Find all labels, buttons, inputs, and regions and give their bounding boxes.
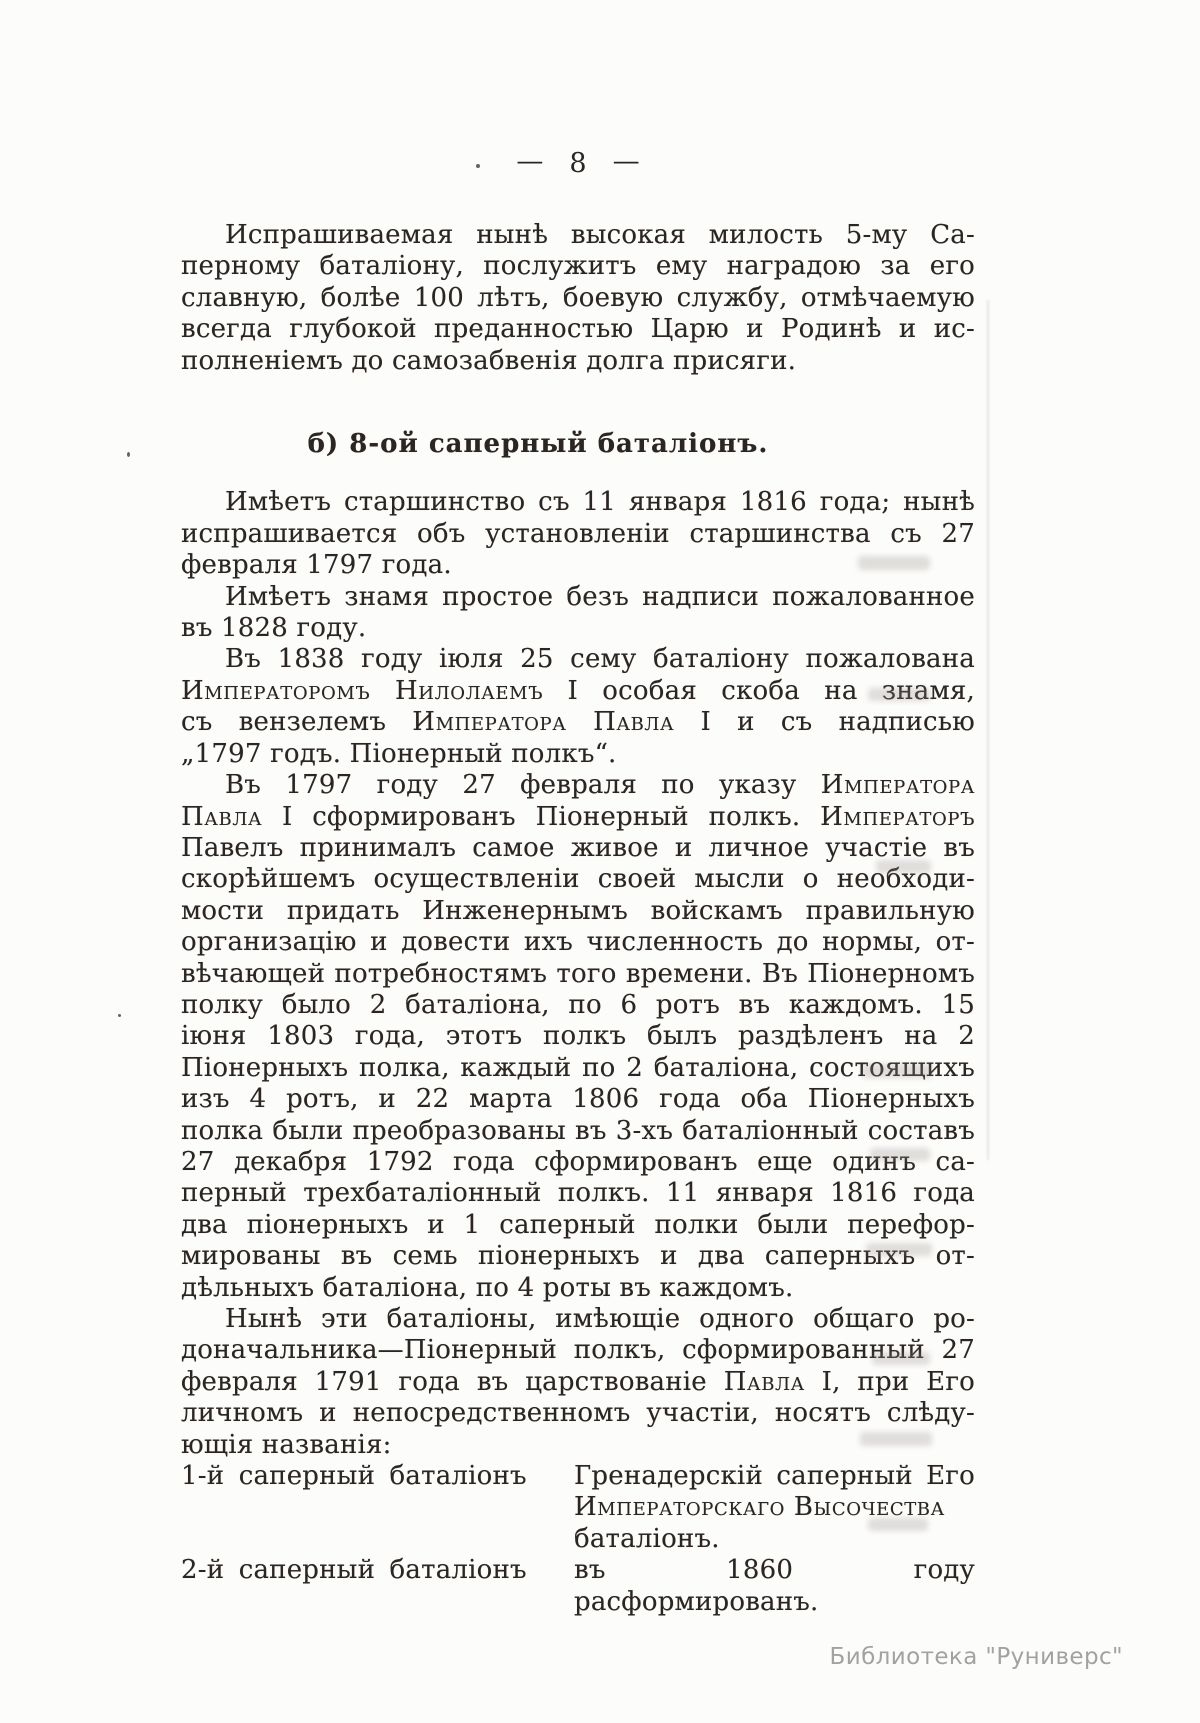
smallcaps-segment: Императоръ xyxy=(820,801,975,832)
text-line xyxy=(181,1178,975,1209)
scan-smudge xyxy=(876,860,931,873)
text-line xyxy=(181,1021,975,1052)
battalion-row xyxy=(181,1555,975,1618)
text-segment: вѣчающей потребностямъ того времени. Въ Піонерномъ xyxy=(181,958,975,989)
text-line xyxy=(181,1273,975,1304)
scan-smudge xyxy=(870,1148,930,1161)
text-line xyxy=(181,550,975,581)
page-edge-line xyxy=(987,300,989,1160)
battalion-row-value xyxy=(574,1555,975,1618)
text-line xyxy=(181,1147,975,1178)
text-line xyxy=(181,676,975,707)
text-line xyxy=(181,314,975,345)
text-line xyxy=(181,220,975,251)
text-line xyxy=(181,707,975,738)
text-line xyxy=(181,251,975,282)
smallcaps-segment: Императора xyxy=(820,770,975,801)
battalion-row-label xyxy=(181,1555,574,1618)
text-segment: іюня 1803 года, этотъ полкъ былъ раздѣленъ на 2 xyxy=(181,1021,975,1052)
text-segment: I и съ надписью xyxy=(674,707,976,738)
smallcaps-segment: Императора Павла xyxy=(412,707,675,738)
text-segment: „1797 годъ. Піонерный полкъ“. xyxy=(181,738,617,769)
header-dash-left: — xyxy=(516,146,544,177)
text-segment: скорѣйшемъ осуществленіи своей мысли о необходи- xyxy=(181,864,975,895)
text-line xyxy=(181,1084,975,1115)
text-segment: перный трехбаталіонный полкъ. 11 января 1816 года xyxy=(181,1178,975,1209)
battalion-row-label xyxy=(181,1492,574,1523)
text-segment: I, при Его xyxy=(804,1366,975,1397)
text-line xyxy=(181,1304,975,1335)
text-line xyxy=(181,1210,975,1241)
scan-smudge xyxy=(868,1518,928,1531)
text-segment: мости придать Инженернымъ войскамъ правильную xyxy=(181,895,975,926)
battalion-row-value xyxy=(574,1461,975,1492)
text-line xyxy=(181,582,975,613)
text-segment: два піонерныхъ и 1 саперный полки были перефор- xyxy=(181,1209,975,1240)
section-heading xyxy=(181,429,975,460)
ink-speck xyxy=(127,452,130,457)
text-line xyxy=(181,864,975,895)
text-line xyxy=(181,519,975,550)
battalion-row xyxy=(181,1492,975,1523)
text-segment: Павелъ принималъ самое живое и личное участіе въ xyxy=(181,832,975,863)
text-segment: Въ 1838 году іюля 25 сему баталіону пожалована xyxy=(225,644,975,675)
text-line xyxy=(181,283,975,314)
smallcaps-segment: Императорскаго Высочества xyxy=(574,1492,945,1523)
text-segment: полка были преобразованы въ 3-хъ баталіонный составъ xyxy=(181,1115,975,1146)
text-line xyxy=(181,1335,975,1366)
text-segment: Имѣетъ знамя простое безъ надписи пожалованное xyxy=(225,581,975,612)
text-line xyxy=(181,1241,975,1272)
scan-smudge xyxy=(862,1064,932,1078)
text-line xyxy=(181,896,975,927)
text-line xyxy=(181,1430,975,1461)
text-segment: дѣльныхъ баталіона, по 4 роты въ каждомъ. xyxy=(181,1272,794,1303)
text-segment: полненіемъ до самозабвенія долга присяги. xyxy=(181,345,797,376)
text-segment: 2-й саперный баталіонъ xyxy=(181,1555,527,1586)
text-segment: организацію и довести ихъ численность до нормы, от- xyxy=(181,927,975,958)
text-line xyxy=(181,487,975,518)
text-segment: личномъ и непосредственномъ участіи, носятъ слѣду- xyxy=(181,1398,975,1429)
scan-smudge xyxy=(868,688,930,701)
page-text xyxy=(181,220,975,1618)
text-line xyxy=(181,959,975,990)
header-dash-right: — xyxy=(612,146,640,177)
text-segment: I сформированъ Піонерный полкъ. xyxy=(262,801,821,832)
text-line xyxy=(181,644,975,675)
text-segment: февраля 1791 года въ царствованіе xyxy=(181,1366,724,1397)
text-segment: изъ 4 ротъ, и 22 марта 1806 года оба Піонерныхъ xyxy=(181,1084,975,1115)
text-segment: съ вензелемъ xyxy=(181,707,413,738)
smallcaps-segment: Императоромъ Нилолаемъ xyxy=(181,675,544,706)
battalion-row-label xyxy=(181,1461,574,1492)
smallcaps-segment: Павла xyxy=(723,1366,805,1397)
text-segment: Испрашиваемая нынѣ высокая милость 5-му Са- xyxy=(225,220,975,250)
battalion-row xyxy=(181,1524,975,1555)
text-segment: Піонерныхъ полка, каждый по 2 баталіона, состоящихъ xyxy=(181,1052,975,1083)
scan-smudge xyxy=(872,1352,930,1365)
text-segment: испрашивается объ установленіи старшинства съ 27 xyxy=(181,518,975,549)
page-header xyxy=(181,148,975,179)
text-line xyxy=(181,990,975,1021)
text-line xyxy=(181,1367,975,1398)
text-line xyxy=(181,346,975,377)
scan-smudge xyxy=(860,1432,932,1446)
text-segment: б) 8-ой саперный баталіонъ. xyxy=(307,429,769,460)
text-segment: I особая скоба на знамя, xyxy=(543,675,975,706)
text-segment: Гренадерскій саперный Его xyxy=(574,1461,975,1492)
text-segment: Нынѣ эти баталіоны, имѣющіе одного общаго ро- xyxy=(225,1304,975,1334)
text-line xyxy=(181,770,975,801)
text-segment: всегда глубокой преданностью Царю и Родинѣ и ис- xyxy=(181,314,975,345)
text-segment: полку было 2 баталіона, по 6 ротъ въ каждомъ. 15 xyxy=(181,989,975,1020)
text-line xyxy=(181,1116,975,1147)
text-segment: Имѣетъ старшинство съ 11 января 1816 года; нынѣ xyxy=(225,487,975,518)
library-watermark: Библиотека "Руниверс" xyxy=(829,1644,1123,1670)
text-line xyxy=(181,802,975,833)
text-line xyxy=(181,833,975,864)
text-segment: 1-й саперный баталіонъ xyxy=(181,1461,527,1492)
battalion-row-label xyxy=(181,1524,574,1555)
text-segment: февраля 1797 года. xyxy=(181,550,452,581)
text-line xyxy=(181,1053,975,1084)
text-segment: ющія названія: xyxy=(181,1429,392,1460)
text-segment: мированы въ семь піонерныхъ и два саперныхъ от- xyxy=(181,1241,975,1272)
text-segment: Въ 1797 году 27 февраля по указу xyxy=(225,770,821,801)
smallcaps-segment: Павла xyxy=(181,801,263,832)
text-line xyxy=(181,739,975,770)
text-segment: перному баталіону, послужитъ ему наградою за его xyxy=(181,251,975,282)
text-line xyxy=(181,613,975,644)
text-line xyxy=(181,1398,975,1429)
text-segment: баталіонъ. xyxy=(574,1523,720,1554)
scan-smudge xyxy=(866,1243,932,1256)
text-segment: въ 1860 году расформированъ. xyxy=(574,1555,975,1617)
ink-speck xyxy=(118,1014,121,1017)
text-line xyxy=(181,927,975,958)
ink-speck xyxy=(476,164,480,168)
text-segment: въ 1828 году. xyxy=(181,613,367,644)
scan-smudge xyxy=(858,556,930,570)
battalion-row xyxy=(181,1461,975,1492)
text-segment: славную, болѣе 100 лѣтъ, боевую службу, отмѣчаемую xyxy=(181,282,975,313)
text-segment: доначальника—Піонерный полкъ, сформированный 27 xyxy=(181,1335,975,1366)
text-segment: 27 декабря 1792 года сформированъ еще одинъ са- xyxy=(181,1146,975,1177)
page-number: 8 xyxy=(569,148,587,179)
